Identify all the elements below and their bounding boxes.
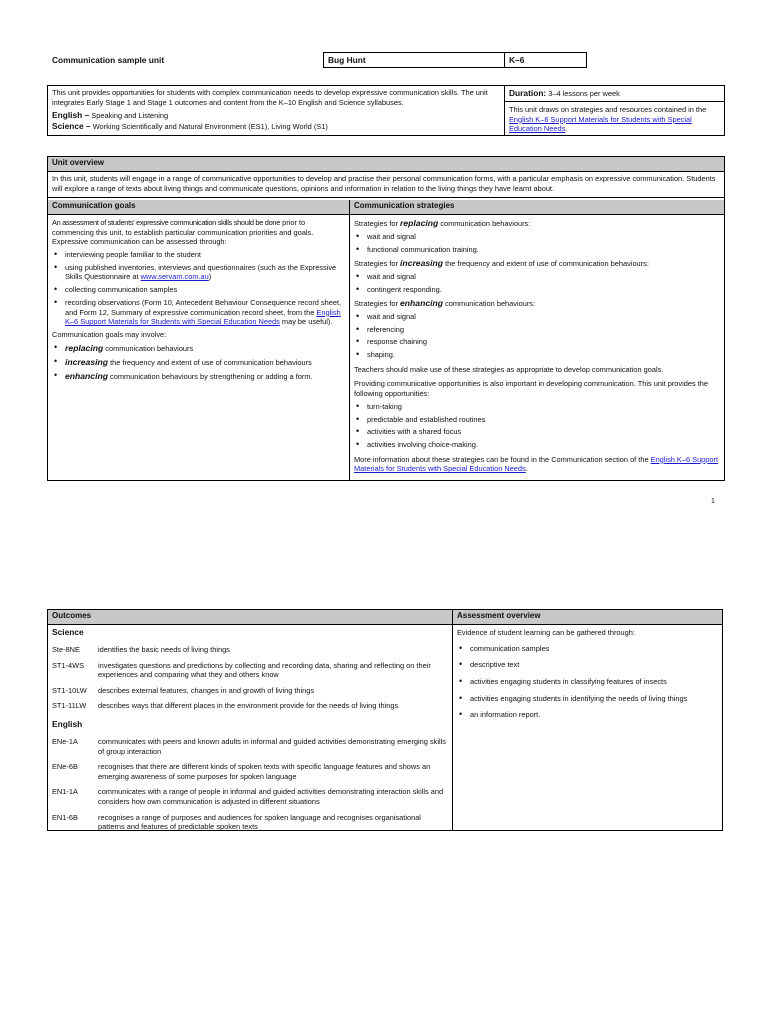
duration-label: Duration:	[509, 88, 547, 98]
outcome-row	[52, 686, 448, 696]
communication-goals-heading: Communication goals	[48, 200, 349, 215]
communication-strategies-heading: Communication strategies	[350, 200, 724, 215]
list-item	[52, 298, 345, 327]
list-item	[52, 343, 345, 354]
strategy-suffix: the frequency and extent of use of communication behaviours:	[445, 258, 649, 268]
strategy-prefix: Strategies for	[354, 298, 398, 308]
goals-involve-text: Communication goals may involve:	[52, 330, 167, 339]
english-label: English –	[52, 110, 90, 121]
goals-rest: prior to commencing this unit, to establish particular communication priorities and goals. Expressive communication can be assessed through:	[52, 218, 314, 247]
unit-overview-heading: Unit overview	[48, 157, 724, 172]
list-item-end: )	[208, 272, 212, 282]
support-materials-link[interactable]: English K–6 Support Materials for Students with Special Education Needs	[509, 114, 692, 134]
strategy-suffix: communication behaviours:	[445, 298, 536, 308]
providing-text: Providing communicative opportunities is also important in developing communication. This unit provides the following opportunities:	[354, 379, 708, 399]
page-number: 1	[711, 498, 715, 505]
duration-row	[505, 86, 724, 102]
outcome-text: describes external features, changes in and growth of living things	[98, 685, 315, 695]
list-item: • turn-taking	[354, 402, 720, 412]
science-label: Science –	[52, 121, 91, 132]
list-item-text: recording observations (Form 10, Antecedent Behaviour Consequence record sheet, and Form 12, Summary of expressive communication record sheet, from the	[65, 297, 342, 317]
outcome-row	[52, 787, 448, 806]
resources-text: This unit draws on strategies and resources contained in the	[509, 105, 707, 114]
outcome-row	[52, 645, 448, 655]
assessment-intro: Evidence of student learning can be gathered through:	[457, 628, 635, 637]
intro-left-cell	[48, 86, 505, 135]
list-item-end: may be useful).	[281, 317, 333, 327]
outcome-row	[52, 737, 448, 756]
list-item-text: communication behaviours by strengthening or adding a form.	[110, 372, 313, 382]
goals-involve-list	[52, 343, 345, 383]
list-item: • functional communication training.	[354, 245, 720, 255]
outcomes-table	[47, 609, 723, 831]
strategy-group-heading	[354, 218, 720, 229]
outcome-text: investigates questions and predictions by collecting and recording data, sharing and reflecting on their experiences and comparing what they and others know	[98, 660, 431, 680]
emphasis: replacing	[65, 342, 104, 353]
opportunities-list	[354, 402, 720, 450]
outcome-text: recognises that there are different kinds of spoken texts with specific language features and shows an emerging awareness of some purposes for spoken language	[98, 762, 431, 781]
outcome-code: Ste-8NE	[52, 644, 80, 654]
list-item: • referencing	[354, 325, 720, 335]
outcome-text: communicates with peers and known adults in informal and guided activities demonstrating emerging skills of group interaction	[98, 736, 446, 756]
duration-text: 3–4 lessons per week	[548, 89, 620, 98]
assessment-methods-list	[52, 250, 345, 327]
emphasis: enhancing	[400, 297, 444, 308]
outcome-text: identifies the basic needs of living things	[98, 644, 230, 654]
outcome-row	[52, 762, 448, 781]
outcomes-heading: Outcomes	[48, 610, 452, 625]
emphasis: increasing	[65, 356, 108, 367]
outcome-text: describes ways that different places in the environment provide for the needs of living things	[98, 701, 399, 711]
emphasis: increasing	[400, 257, 444, 268]
unit-overview-text: In this unit, students will engage in a range of communicative opportunities to develop and practise their personal communication forms, with a particular emphasis on expressive communication. Students will explore a range of texts about living things and communicate questions, opinions and information in relation to the living things they have learnt about.	[48, 172, 724, 198]
science-text: Working Scientifically and Natural Environment (ES1), Living World (S1)	[92, 122, 328, 132]
strategy-list	[354, 312, 720, 360]
resources-end: .	[565, 124, 568, 134]
english-heading: English	[52, 719, 83, 730]
outcome-row	[52, 661, 448, 680]
outcome-code: ST1-10LW	[52, 685, 87, 695]
english-text: Speaking and Listening	[91, 111, 169, 121]
strategy-suffix: communication behaviours:	[440, 219, 531, 228]
intro-table	[47, 85, 725, 136]
strategy-prefix: Strategies for	[354, 219, 398, 228]
communication-goals-column	[48, 200, 350, 480]
strategy-list	[354, 232, 720, 254]
document-title: Communication sample unit	[52, 55, 165, 65]
communication-strategies-column	[350, 200, 724, 480]
outcome-row	[52, 701, 448, 711]
outcome-text: recognises a range of purposes and audiences for spoken language and recognises organisational patterns and features of predictable spoken texts	[98, 812, 421, 832]
list-item: • activities engaging students in identifying the needs of living things	[457, 694, 718, 704]
goals-intro	[52, 218, 345, 247]
english-line	[52, 110, 500, 121]
list-item: • wait and signal	[354, 272, 720, 282]
list-item: • response chaining	[354, 337, 720, 347]
emphasis: replacing	[400, 218, 439, 228]
unit-name-box: Bug Hunt	[323, 52, 505, 68]
outcome-text: communicates with a range of people in informal and guided activities demonstrating interaction skills and considers how own communication is adjusted in different situations	[98, 787, 444, 807]
list-item: • communication samples	[457, 644, 718, 654]
strategy-list	[354, 272, 720, 294]
list-item: • interviewing people familiar to the student	[52, 250, 345, 260]
resources-note	[505, 102, 724, 137]
list-item	[52, 371, 345, 382]
list-item: • activities engaging students in classifying features of insects	[457, 677, 718, 687]
list-item: • wait and signal	[354, 312, 720, 322]
outcome-code: ENe-1A	[52, 736, 78, 746]
outcome-code: ENe-6B	[52, 762, 78, 772]
more-info-lead: More information about these strategies can be found in the Communication section of the	[354, 454, 649, 464]
list-item: • activities with a shared focus	[354, 427, 720, 437]
more-info-text	[354, 455, 720, 474]
science-heading: Science	[52, 627, 84, 637]
unit-description: This unit provides opportunities for students with complex communication needs to develop expressive communication skills. The unit integrates Early Stage 1 and Stage 1 outcomes and content from the K–10 English and Science syllabuses.	[52, 88, 488, 107]
list-item: • activities involving choice-making.	[354, 440, 720, 450]
list-item: • wait and signal	[354, 232, 720, 242]
unit-overview-table	[47, 156, 725, 481]
strategy-group-heading	[354, 258, 720, 269]
list-item	[52, 357, 345, 368]
strategy-prefix: Strategies for	[354, 258, 398, 268]
assessment-overview-heading: Assessment overview	[453, 610, 722, 625]
list-item: • shaping.	[354, 350, 720, 360]
assessment-list	[457, 644, 718, 720]
support-materials-link[interactable]: English K–6 Support Materials for Students with Special Education Needs	[65, 307, 341, 327]
outcomes-column	[48, 610, 453, 830]
goals-lead: An assessment of students' expressive communication skills should be done	[52, 218, 281, 227]
stage-box: K–6	[504, 52, 587, 68]
outcome-row	[52, 813, 448, 832]
list-item: • an information report.	[457, 710, 718, 720]
science-line	[52, 121, 500, 132]
more-info-end: .	[525, 464, 528, 474]
list-item: • descriptive text	[457, 660, 718, 670]
list-item: • contingent responding.	[354, 285, 720, 295]
list-item: • predictable and established routines	[354, 415, 720, 425]
outcome-code: EN1-1A	[52, 787, 78, 797]
list-item-text: the frequency and extent of use of communication behaviours	[110, 357, 312, 367]
list-item	[52, 263, 345, 282]
outcome-code: ST1-4WS	[52, 660, 85, 670]
teachers-text: Teachers should make use of these strategies as appropriate to develop communication goals.	[354, 364, 664, 374]
strategy-group-heading	[354, 298, 720, 309]
list-item-text: using published inventories, interviews and questionnaires (such as the Expressive Skills Questionnaire at	[65, 262, 337, 282]
servam-link[interactable]: www.servam.com.au	[140, 272, 209, 282]
list-item: • collecting communication samples	[52, 285, 345, 295]
support-materials-link[interactable]: English K–6 Support Materials for Students with Special Education Needs	[354, 454, 719, 474]
intro-right-cell	[505, 86, 724, 135]
outcome-code: ST1-11LW	[52, 701, 87, 711]
assessment-overview-column	[453, 610, 722, 830]
outcome-code: EN1-6B	[52, 812, 78, 822]
emphasis: enhancing	[65, 371, 108, 382]
list-item-text: communication behaviours	[105, 343, 194, 353]
